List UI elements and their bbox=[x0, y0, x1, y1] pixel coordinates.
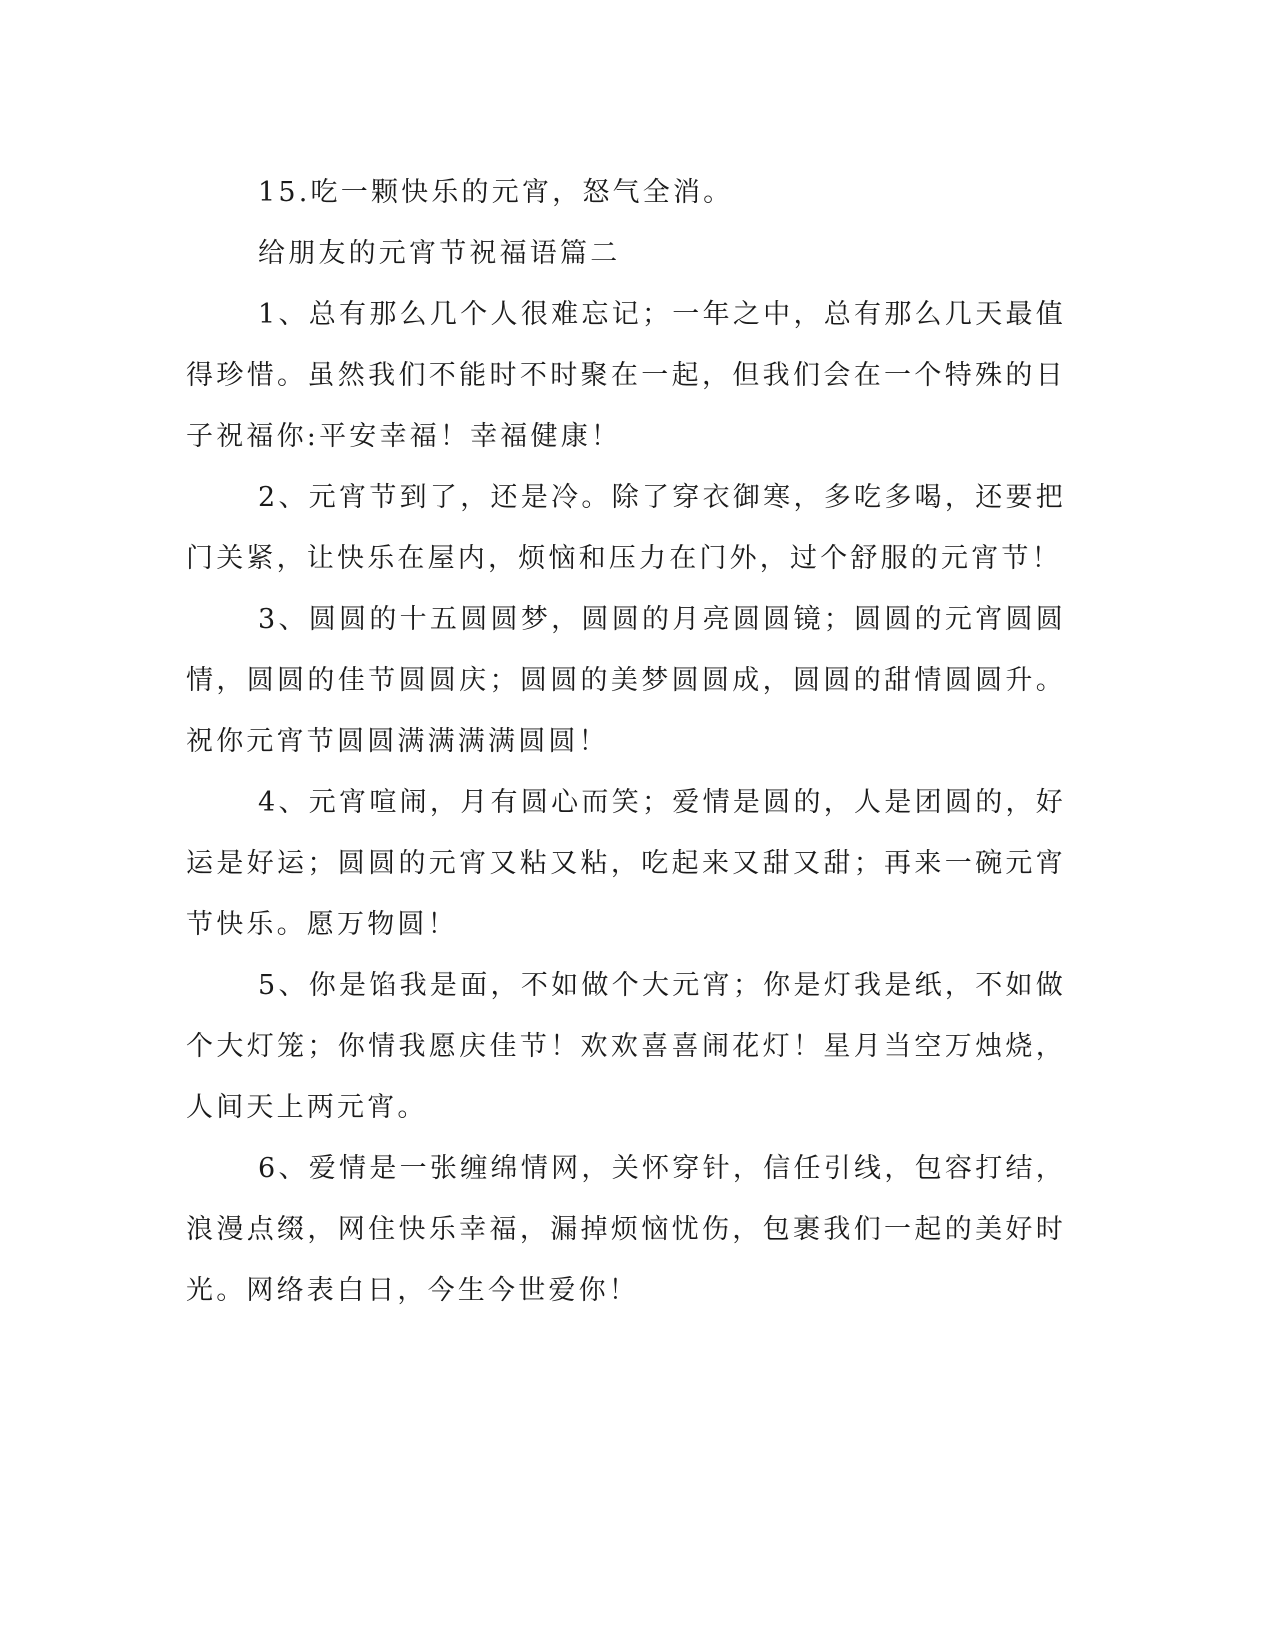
paragraph-item-6: 6、爱情是一张缠绵情网，关怀穿针，信任引线，包容打结，浪漫点缀，网住快乐幸福，漏掉烦恼忧伤，包裹我们一起的美好时光。网络表白日，今生今世爱你！ bbox=[186, 1153, 1066, 1306]
section-heading: 给朋友的元宵节祝福语篇二 bbox=[258, 238, 621, 269]
document-body bbox=[186, 162, 1066, 1321]
paragraph-item-2: 2、元宵节到了，还是冷。除了穿衣御寒，多吃多喝，还要把门关紧，让快乐在屋内，烦恼和压力在门外，过个舒服的元宵节！ bbox=[186, 482, 1066, 574]
paragraph-item-3: 3、圆圆的十五圆圆梦，圆圆的月亮圆圆镜；圆圆的元宵圆圆情，圆圆的佳节圆圆庆；圆圆的美梦圆圆成，圆圆的甜情圆圆升。祝你元宵节圆圆满满满满圆圆！ bbox=[186, 604, 1066, 757]
paragraph-item-1: 1、总有那么几个人很难忘记；一年之中，总有那么几天最值得珍惜。虽然我们不能时不时聚在一起，但我们会在一个特殊的日子祝福你:平安幸福！幸福健康！ bbox=[186, 299, 1066, 452]
paragraph-item-5: 5、你是馅我是面，不如做个大元宵；你是灯我是纸，不如做个大灯笼；你情我愿庆佳节！欢欢喜喜闹花灯！星月当空万烛烧，人间天上两元宵。 bbox=[186, 970, 1066, 1123]
paragraph-item-15: 15.吃一颗快乐的元宵，怒气全消。 bbox=[258, 177, 734, 208]
paragraph-item-4: 4、元宵喧闹，月有圆心而笑；爱情是圆的，人是团圆的，好运是好运；圆圆的元宵又粘又粘，吃起来又甜又甜；再来一碗元宵节快乐。愿万物圆！ bbox=[186, 787, 1066, 940]
